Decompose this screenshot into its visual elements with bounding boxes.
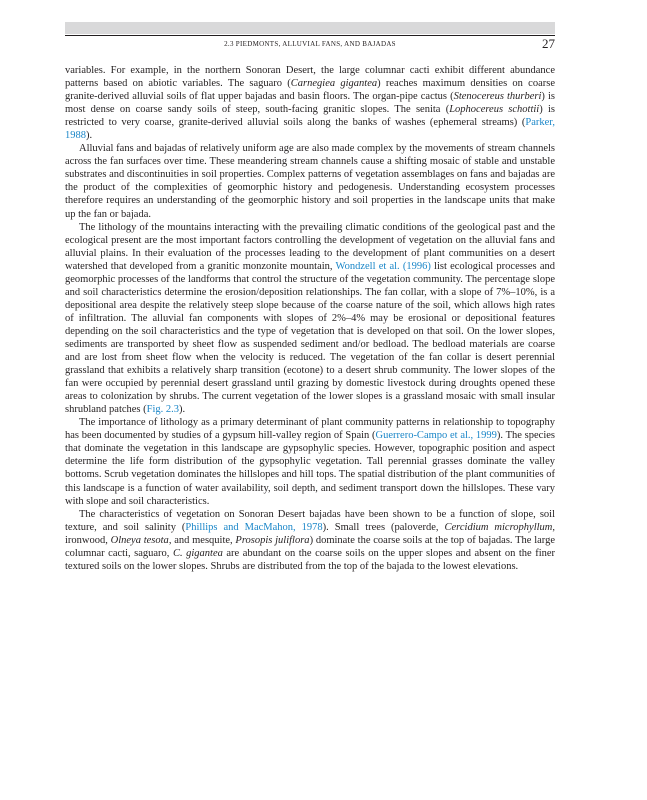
- paragraph: [65, 64, 555, 142]
- page-header: [65, 38, 555, 56]
- page-number: 27: [542, 36, 555, 51]
- paragraph: [65, 142, 555, 220]
- body-text: [65, 64, 555, 573]
- text-run: ) dominate the coarse soils at the top of bajadas. The large columnar cacti, saguaro,: [65, 534, 556, 559]
- italic-term: Carnegiea gigantea: [290, 78, 378, 90]
- header-bar: [65, 22, 555, 34]
- paragraph: [65, 416, 555, 507]
- text-run: ) reaches maximum densities on coarse granite-derived alluvial soils of flat upper bajadas and basin floors. The organ-pipe cactus (: [65, 78, 555, 103]
- text-run: , ironwood,: [65, 521, 555, 546]
- running-head: 2.3 PIEDMONTS, ALLUVIAL FANS, AND BAJADAS: [224, 40, 396, 48]
- header-rule: [65, 35, 555, 36]
- text-run: variables. For example, in the northern Sonoran Desert, the large columnar cacti exhibit different abundance patterns based on abiotic variables. The saguaro (: [65, 65, 555, 90]
- citation-link[interactable]: Parker, 1988: [65, 117, 555, 142]
- text-run: ). Small trees (paloverde,: [322, 521, 445, 533]
- paragraph: [65, 508, 555, 573]
- text-run: ).: [179, 404, 186, 416]
- citation-link[interactable]: Phillips and MacMahon, 1978: [185, 521, 323, 533]
- text-run: ) is most dense on coarse sandy soils of steep, south-facing granitic slopes. The senita (: [65, 91, 555, 116]
- italic-term: Stenocereus thurberi: [453, 91, 542, 103]
- text-run: ) is restricted to very coarse, granite-derived alluvial soils along the banks of washes (ephemeral streams) (: [65, 104, 555, 129]
- text-run: Alluvial fans and bajadas of relatively uniform age are also made complex by the movements of stream channels across the fan surfaces over time. These meandering stream channels cause a shifting mosaic of stable and unstable substrates and discontinuities in soil properties. Complex patterns of vegetation assemblages on fans and bajadas are the product of the complexities of geomorphic history and pedogenesis. Understanding ecosystem processes therefore requires an understanding of the geomorphic history and soil properties in the landscape units that make up the fan or bajada.: [65, 143, 555, 220]
- citation-link[interactable]: Wondzell et al. (1996): [335, 260, 431, 272]
- italic-term: C. gigantea: [172, 547, 223, 559]
- italic-term: Prosopis juliflora: [235, 534, 310, 546]
- text-run: are abundant on the coarse soils on the upper slopes and absent on the finer textured soils on the lower slopes. Shrubs are distributed from the top of the bajada to the lowest elevations.: [65, 547, 556, 572]
- text-run: ).: [86, 130, 93, 142]
- text-run: list ecological processes and geomorphic processes of the landforms that control the structure of the vegetation community. The percentage slope and soil characteristics determine the erosion/deposition relationships. The fan collar, with a slope of 7%–10%, is a depositional area despite the relatively steep slope because of the coarse nature of the soil, which allows high rates of infiltration. The alluvial fan components with slopes of 2%–4% may be erosional or depositional features depending on the soil characteristics and the type of vegetation that is developed on that soil. On the lower slopes, sediments are transported by sheet flow as suspended sediment and/or bedload. The bedload materials are coarse and are lost from sheet flow when the velocity is reduced. The vegetation of the fan collar is desert perennial grassland that exhibits a relatively sharp transition (ecotone) to a desert shrub community. The lower slopes of the fan were occupied by perennial desert grassland until grazing by domestic livestock during droughts opened these areas to colonization by shrubs. The current vegetation of the lower slopes is a grassland mosaic with small insular shrubland patches (: [65, 260, 555, 416]
- text-run: The importance of lithology as a primary determinant of plant community patterns in relationship to topography has been documented by studies of a gypsum hill-valley region of Spain (: [65, 417, 555, 442]
- italic-term: Olneya tesota: [110, 534, 169, 546]
- text-run: ). The species that dominate the vegetation in this landscape are gypsophylic species. However, topographic position and aspect determine the life form distribution of the gypsophylic vegetation. Tall perennial grasses dominate the valley bottoms. Scrub vegetation dominates the hillslopes and hill tops. The spatial distribution of the plant communities of this landscape is a function of water availability, soil depth, and sediment transport down the hillslopes. These vary with slope and soil characteristics.: [65, 430, 555, 507]
- text-run: The lithology of the mountains interacting with the prevailing climatic conditions of the geological past and the ecological present are the most important factors controlling the development of vegetation on the alluvial fans and alluvial plains. In their evaluation of the processes leading to the development of plant communities on a desert watershed that developed from a granitic monzonite mountain,: [65, 221, 555, 272]
- italic-term: Cercidium microphyllum: [444, 521, 553, 533]
- paragraph: [65, 221, 555, 417]
- citation-link[interactable]: Guerrero-Campo et al., 1999: [375, 430, 497, 442]
- citation-link[interactable]: Fig. 2.3: [146, 404, 180, 416]
- text-run: , and mesquite,: [168, 534, 236, 546]
- italic-term: Lophocereus schottii: [449, 104, 540, 116]
- text-run: The characteristics of vegetation on Sonoran Desert bajadas have been shown to be a function of slope, soil texture, and soil salinity (: [65, 508, 555, 533]
